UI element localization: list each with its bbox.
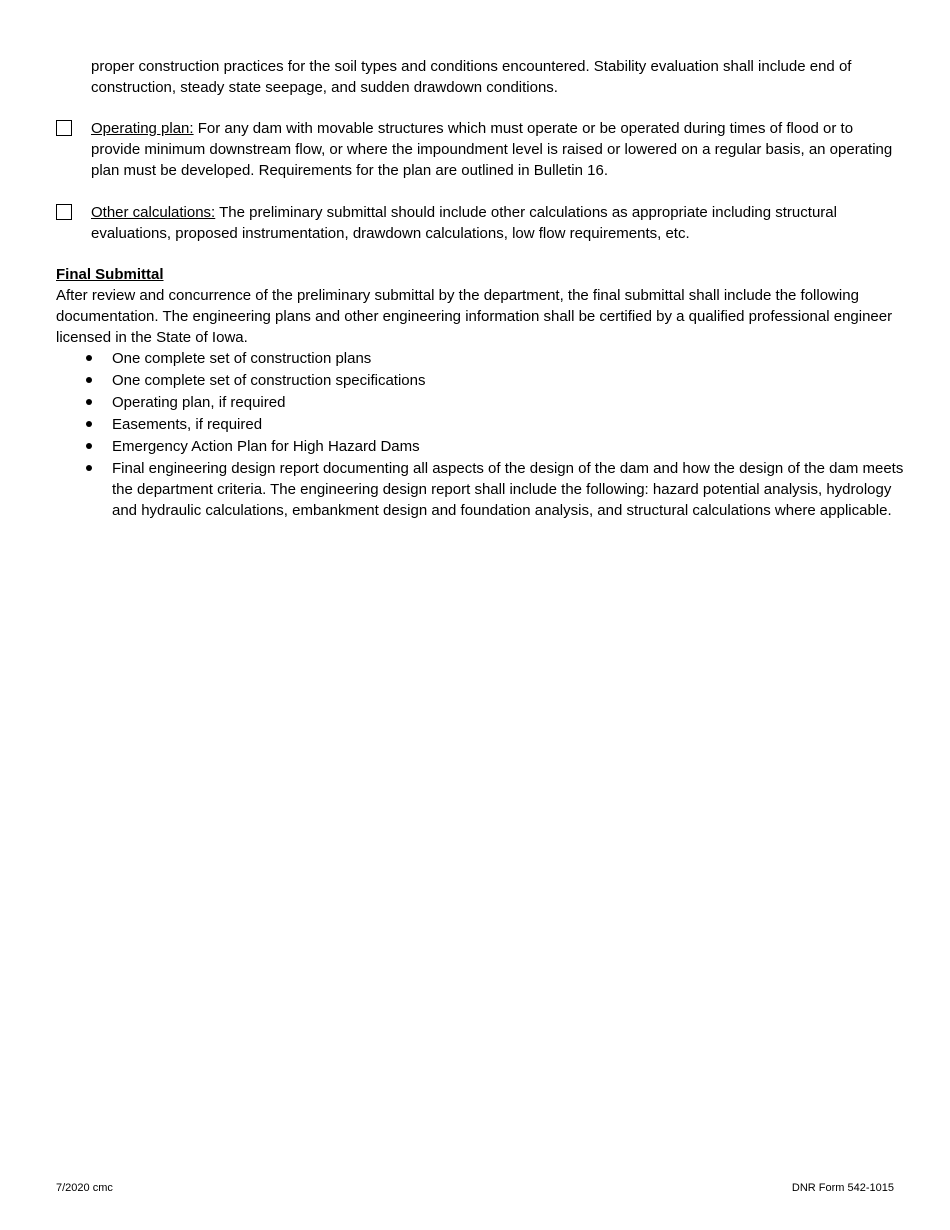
checklist-label: Operating plan:: [91, 120, 194, 137]
list-item: Final engineering design report documenting all aspects of the design of the dam and how the design of the dam meets the department criteria. The engineering design report shall include the following: hazard potential analysis, hydrology and hydraulic calculations, embankment design and foundation analysis, and structural calculations where applicable.: [56, 458, 906, 521]
checklist-label: Other calculations:: [91, 204, 216, 221]
checklist-description: For any dam with movable structures which must operate or be operated during times of flood or to provide minimum downstream flow, or where the impoundment level is raised or lowered on a regular basis, an operating plan must be developed. Requirements for the plan are outlined in Bulletin 16.: [91, 120, 893, 179]
list-item: One complete set of construction specifications: [56, 370, 906, 391]
list-item: Easements, if required: [56, 414, 906, 435]
checklist-text: [91, 118, 901, 181]
bullet-list: [56, 348, 906, 522]
list-item: Emergency Action Plan for High Hazard Dams: [56, 436, 906, 457]
section-intro: After review and concurrence of the preliminary submittal by the department, the final submittal shall include the following documentation. The engineering plans and other engineering information shall be certified by a qualified professional engineer licensed in the State of Iowa.: [56, 287, 893, 346]
continued-paragraph: proper construction practices for the soil types and conditions encountered. Stability evaluation shall include end of construction, steady state seepage, and sudden drawdown conditions.: [91, 58, 852, 96]
list-item: One complete set of construction plans: [56, 348, 906, 369]
footer-date: 7/2020 cmc: [56, 1182, 113, 1194]
footer-form-number: DNR Form 542-1015: [791, 1182, 894, 1194]
checklist-text: [91, 202, 901, 244]
section-heading: Final Submittal: [56, 266, 164, 283]
checklist-description: The preliminary submittal should include other calculations as appropriate including structural evaluations, proposed instrumentation, drawdown calculations, low flow requirements, etc.: [91, 204, 837, 242]
other-calculations-checkbox[interactable]: [56, 204, 72, 220]
operating-plan-checkbox[interactable]: [56, 120, 72, 136]
list-item: Operating plan, if required: [56, 392, 906, 413]
